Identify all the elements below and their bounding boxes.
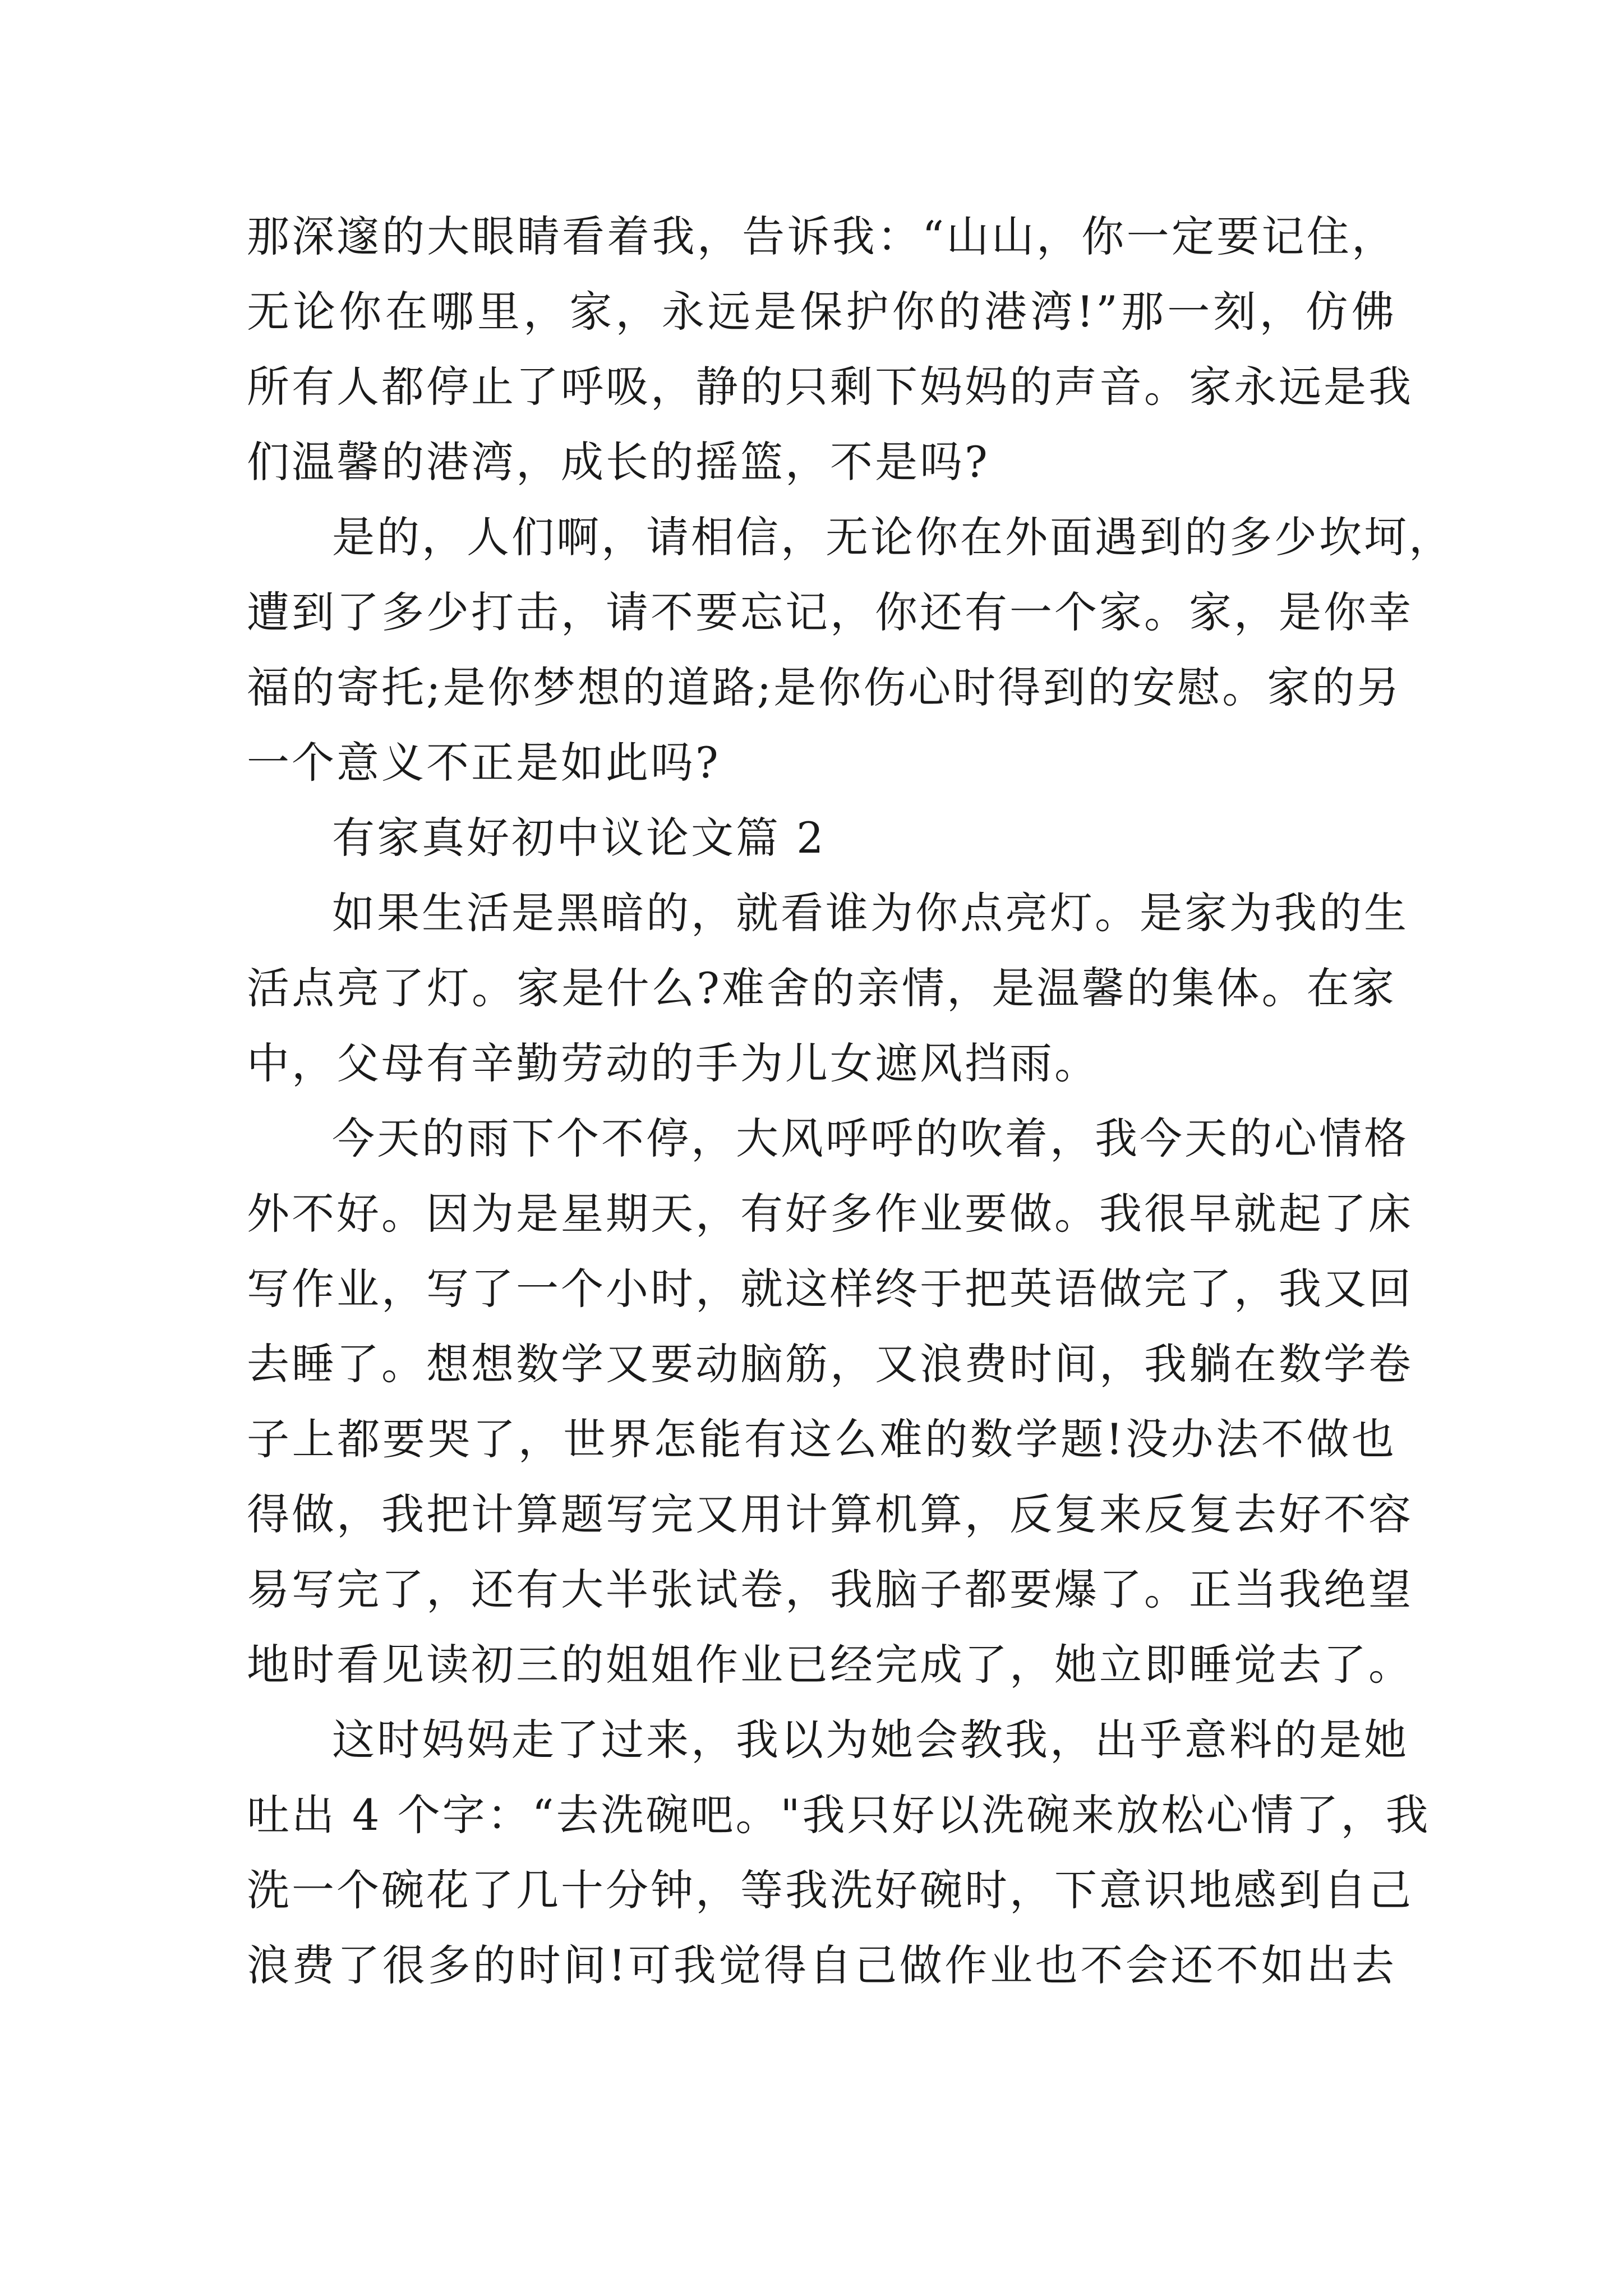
paragraph-line: 遭到了多少打击，请不要忘记，你还有一个家。家，是你幸 [247, 587, 1413, 637]
paragraph-line: 如果生活是黑暗的，就看谁为你点亮灯。是家为我的生 [332, 888, 1409, 938]
paragraph-line: 吐出 4 个字：“去洗碗吧。"我只好以洗碗来放松心情了，我 [247, 1790, 1431, 1840]
paragraph-line: 子上都要哭了，世界怎能有这么难的数学题!没办法不做也 [247, 1414, 1396, 1464]
paragraph-line: 福的寄托;是你梦想的道路;是你伤心时得到的安慰。家的另 [247, 662, 1402, 712]
paragraph-line: 是的，人们啊，请相信，无论你在外面遇到的多少坎坷， [332, 512, 1454, 562]
paragraph-line: 得做，我把计算题写完又用计算机算，反复来反复去好不容 [247, 1489, 1413, 1539]
document-body [247, 199, 1454, 2003]
paragraph-line: 外不好。因为是星期天，有好多作业要做。我很早就起了床 [247, 1189, 1413, 1239]
paragraph-line: 中，父母有辛勤劳动的手为儿女遮风挡雨。 [247, 1038, 1099, 1088]
paragraph-line: 那深邃的大眼睛看着我，告诉我：“山山，你一定要记住， [247, 211, 1396, 261]
paragraph-line: 所有人都停止了呼吸，静的只剩下妈妈的声音。家永远是我 [247, 362, 1413, 412]
paragraph-line: 们温馨的港湾，成长的摇篮，不是吗? [247, 437, 990, 487]
paragraph-line: 活点亮了灯。家是什么?难舍的亲情，是温馨的集体。在家 [247, 963, 1396, 1013]
paragraph-line: 洗一个碗花了几十分钟，等我洗好碗时，下意识地感到自己 [247, 1865, 1413, 1915]
paragraph-line: 无论你在哪里，家，永远是保护你的港湾!”那一刻，仿佛 [247, 287, 1396, 337]
paragraph-line: 易写完了，还有大半张试卷，我脑子都要爆了。正当我绝望 [247, 1565, 1413, 1614]
paragraph-line: 写作业，写了一个小时，就这样终于把英语做完了，我又回 [247, 1264, 1413, 1314]
paragraph-line: 今天的雨下个不停，大风呼呼的吹着，我今天的心情格 [332, 1114, 1409, 1163]
paragraph-line: 地时看见读初三的姐姐作业已经完成了，她立即睡觉去了。 [247, 1640, 1413, 1690]
paragraph-line: 浪费了很多的时间!可我觉得自己做作业也不会还不如出去 [247, 1940, 1396, 1990]
section-heading: 有家真好初中议论文篇 2 [332, 813, 826, 863]
paragraph-line: 一个意义不正是如此吗? [247, 738, 721, 788]
paragraph-line: 这时妈妈走了过来，我以为她会教我，出乎意料的是她 [332, 1715, 1409, 1765]
paragraph-line: 去睡了。想想数学又要动脑筋，又浪费时间，我躺在数学卷 [247, 1339, 1413, 1389]
